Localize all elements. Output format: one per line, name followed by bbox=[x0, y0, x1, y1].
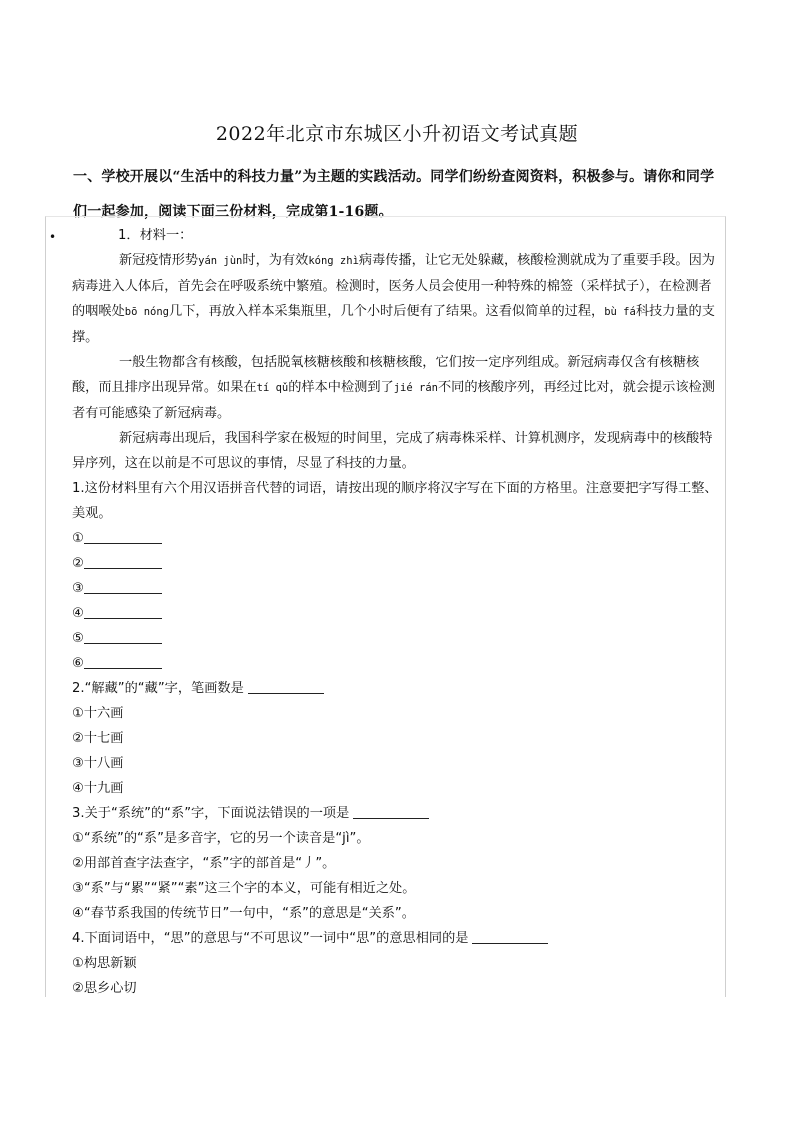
question-1: 1.这份材料里有六个用汉语拼音代替的词语，请按出现的顺序将汉字写在下面的方格里。注意要把字写得工整、美观。 bbox=[72, 481, 718, 521]
option: ②思乡心切 bbox=[72, 981, 137, 996]
text: 时，为有效 bbox=[242, 253, 309, 268]
pinyin: kóng zhì bbox=[308, 255, 359, 267]
text: 的样本中检测到了 bbox=[288, 380, 394, 395]
question-stem: 4.下面词语中，“思”的意思与“不可思议”一词中“思”的意思相同的是 bbox=[72, 931, 469, 946]
answer-line-5[interactable] bbox=[72, 626, 718, 651]
pinyin: jié rán bbox=[393, 382, 438, 394]
text: 不同的核酸序列，再经过比对，就会提示该检测者有可能感染了新冠病毒。 bbox=[72, 380, 715, 421]
text: 一般生物都含有核酸，包括脱氧核糖核酸和核糖核酸，它们按一定序列组成。新冠病毒仅含有核糖核酸，而且排序出现异常。如果在 bbox=[72, 355, 700, 395]
bullet-marker: • bbox=[49, 230, 57, 244]
material-heading: 1．材料一： bbox=[118, 228, 193, 243]
blank-line[interactable] bbox=[248, 679, 324, 694]
section-instruction: 一、学校开展以“生活中的科技力量”为主题的实践活动。同学们纷纷查阅资料，积极参与。请你和同学们一起参加，阅读下面三份材料，完成第1-16题。 bbox=[73, 169, 715, 220]
blank-line[interactable] bbox=[353, 804, 429, 819]
question-4 bbox=[72, 926, 718, 951]
circled-number: ⑥ bbox=[72, 656, 84, 671]
question-3 bbox=[72, 801, 718, 826]
question-stem: 2.“解藏”的“藏”字，笔画数是 bbox=[72, 681, 244, 696]
option: ①“系统”的“系”是多音字，它的另一个读音是“jì”。 bbox=[72, 831, 370, 846]
option: ③“系”与“累”“紧”“素”这三个字的本义，可能有相近之处。 bbox=[72, 881, 416, 896]
text: 病毒传播，让它无处躲藏，核酸检测就成为了重要手段。因为病毒进入人体后，首先会在呼吸系统中繁殖。检测时，医务人员会使用一种特殊的棉签（采样拭子），在检测者的咽喉处 bbox=[72, 253, 715, 319]
pinyin: bù fá bbox=[604, 306, 636, 318]
answer-line-3[interactable] bbox=[72, 576, 718, 601]
option: ③十八画 bbox=[72, 756, 124, 771]
option: ④“春节系我国的传统节日”一句中，“系”的意思是“关系”。 bbox=[72, 906, 415, 921]
blank-line[interactable] bbox=[84, 529, 162, 544]
material-paragraph-3: 新冠病毒出现后，我国科学家在极短的时间里，完成了病毒株采样、计算机测序，发现病毒中的核酸特异序列，这在以前是不可思议的事情，尽显了科技的力量。 bbox=[72, 431, 713, 471]
blank-line[interactable] bbox=[84, 604, 162, 619]
blank-line[interactable] bbox=[472, 929, 548, 944]
blank-line[interactable] bbox=[84, 554, 162, 569]
pinyin: bō nóng bbox=[124, 306, 170, 318]
circled-number: ③ bbox=[72, 581, 84, 596]
answer-line-4[interactable] bbox=[72, 601, 718, 626]
page-title: 2022年北京市东城区小升初语文考试真题 bbox=[215, 123, 579, 145]
circled-number: ④ bbox=[72, 606, 84, 621]
circled-number: ② bbox=[72, 556, 84, 571]
question-stem: 3.关于“系统”的“系”字，下面说法错误的一项是 bbox=[72, 806, 350, 821]
pinyin: tí qǔ bbox=[256, 382, 289, 394]
blank-line[interactable] bbox=[84, 629, 162, 644]
text: 科技力量的支撑。 bbox=[72, 304, 715, 345]
blank-line[interactable] bbox=[84, 654, 162, 669]
answer-line-2[interactable] bbox=[72, 551, 718, 576]
question-2 bbox=[72, 676, 718, 701]
circled-number: ① bbox=[72, 531, 84, 546]
text: 新冠疫情形势 bbox=[119, 253, 199, 268]
option: ①构思新颖 bbox=[72, 956, 137, 971]
option: ①十六画 bbox=[72, 706, 124, 721]
answer-line-1[interactable] bbox=[72, 526, 718, 551]
material-paragraph-2 bbox=[72, 350, 718, 426]
exam-content bbox=[72, 223, 718, 1001]
option: ②十七画 bbox=[72, 731, 124, 746]
material-paragraph-1 bbox=[72, 248, 718, 350]
option: ②用部首查字法查字，“系”字的部首是“丿”。 bbox=[72, 856, 336, 871]
answer-line-6[interactable] bbox=[72, 651, 718, 676]
circled-number: ⑤ bbox=[72, 631, 84, 646]
text: 几下，再放入样本采集瓶里，几个小时后便有了结果。这看似简单的过程， bbox=[169, 304, 605, 319]
option: ④十九画 bbox=[72, 781, 124, 796]
blank-line[interactable] bbox=[84, 579, 162, 594]
pinyin: yán jùn bbox=[198, 255, 243, 267]
